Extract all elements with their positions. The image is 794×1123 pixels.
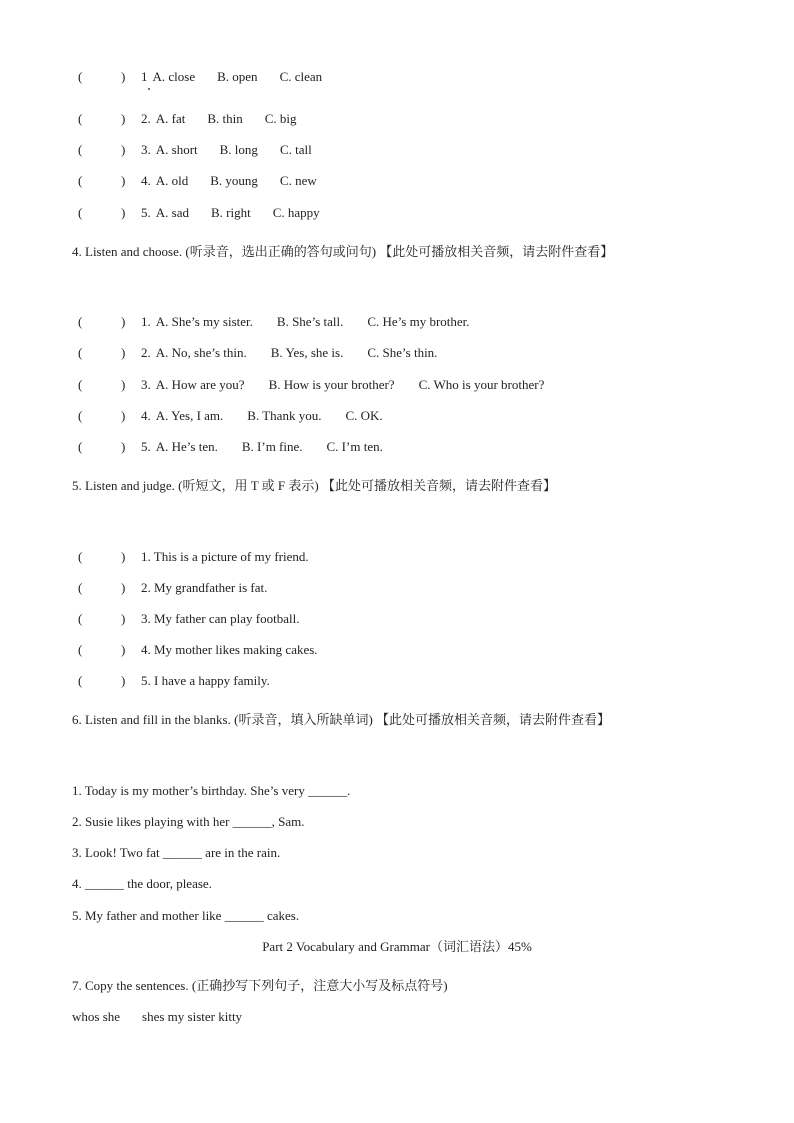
option-a: A. fat: [155, 111, 186, 126]
question-text: [141, 69, 322, 85]
option-a: A. How are you?: [155, 377, 245, 392]
item-number: 2.: [141, 111, 151, 126]
stray-dot: [148, 88, 150, 90]
section4-heading: 4. Listen and choose. (听录音，选出正确的答句或问句) 【此处可播放相关音频，请去附件查看】: [72, 244, 614, 259]
option-c: C. OK.: [345, 408, 383, 423]
part2-title: Part 2 Vocabulary and Grammar（词汇语法）45%: [262, 939, 532, 954]
option-c: C. tall: [279, 142, 312, 157]
question-text: [141, 642, 318, 658]
answer-paren-left: (: [78, 377, 83, 392]
question-text: [141, 173, 317, 189]
answer-paren-right: ): [121, 549, 126, 564]
answer-paren-right: ): [121, 111, 126, 126]
answer-paren-left: (: [78, 142, 83, 157]
fill-blank-4: 4. ______ the door, please.: [72, 876, 212, 891]
section6-heading: 6. Listen and fill in the blanks. (听录音，填入所缺单词) 【此处可播放相关音频，请去附件查看】: [72, 712, 611, 727]
answer-paren-left: (: [78, 69, 83, 84]
question-text: [141, 611, 299, 627]
question-text: [141, 142, 312, 158]
answer-paren-right: ): [121, 205, 126, 220]
answer-paren-right: ): [121, 345, 126, 360]
question-text: [141, 580, 267, 596]
option-b: B. Yes, she is.: [270, 345, 344, 360]
option-c: C. He’s my brother.: [367, 314, 470, 329]
option-c: C. big: [264, 111, 297, 126]
answer-paren-right: ): [121, 611, 126, 626]
answer-paren-left: (: [78, 611, 83, 626]
option-b: B. open: [217, 69, 258, 84]
question-text: [141, 111, 297, 127]
question-text: [141, 205, 320, 221]
answer-paren-right: ): [121, 69, 126, 84]
option-c: C. Who is your brother?: [418, 377, 545, 392]
statement: 5. I have a happy family.: [141, 673, 270, 688]
fill-blank-2: 2. Susie likes playing with her ______, Sam.: [72, 814, 305, 829]
option-c: C. I’m ten.: [326, 439, 383, 454]
option-a: A. old: [155, 173, 189, 188]
answer-paren-right: ): [121, 642, 126, 657]
answer-paren-left: (: [78, 408, 83, 423]
option-c: C. clean: [279, 69, 323, 84]
copy-sentence-b: shes my sister kitty: [142, 1009, 243, 1024]
question-text: [141, 408, 383, 424]
option-a: A. She’s my sister.: [155, 314, 253, 329]
answer-paren-left: (: [78, 314, 83, 329]
option-b: B. She’s tall.: [276, 314, 344, 329]
question-text: [141, 439, 383, 455]
question-text: [141, 673, 270, 689]
item-number: 5.: [141, 205, 151, 220]
section7-heading: 7. Copy the sentences. (正确抄写下列句子，注意大小写及标点符号): [72, 978, 448, 993]
question-text: [141, 549, 309, 565]
option-b: B. thin: [207, 111, 243, 126]
option-b: B. young: [210, 173, 258, 188]
answer-paren-left: (: [78, 205, 83, 220]
section5-heading: 5. Listen and judge. (听短文，用 T 或 F 表示) 【此处可播放相关音频，请去附件查看】: [72, 478, 556, 493]
fill-blank-5: 5. My father and mother like ______ cakes.: [72, 908, 300, 923]
statement: 4. My mother likes making cakes.: [141, 642, 318, 657]
option-b: B. How is your brother?: [268, 377, 395, 392]
item-number: 1.: [141, 314, 151, 329]
answer-paren-left: (: [78, 111, 83, 126]
answer-paren-right: ): [121, 377, 126, 392]
statement: 2. My grandfather is fat.: [141, 580, 268, 595]
answer-paren-left: (: [78, 439, 83, 454]
item-number: 4.: [141, 173, 151, 188]
option-a: A. close: [152, 69, 196, 84]
option-c: C. She’s thin.: [367, 345, 438, 360]
answer-paren-left: (: [78, 345, 83, 360]
option-b: B. right: [210, 205, 251, 220]
answer-paren-left: (: [78, 580, 83, 595]
fill-blank-3: 3. Look! Two fat ______ are in the rain.: [72, 845, 281, 860]
answer-paren-right: ): [121, 408, 126, 423]
answer-paren-right: ): [121, 439, 126, 454]
answer-paren-left: (: [78, 549, 83, 564]
option-c: C. new: [279, 173, 317, 188]
item-number: 1: [141, 69, 148, 84]
answer-paren-left: (: [78, 673, 83, 688]
option-a: A. He’s ten.: [155, 439, 218, 454]
statement: 1. This is a picture of my friend.: [141, 549, 309, 564]
question-text: [141, 345, 437, 361]
option-b: B. long: [219, 142, 258, 157]
copy-line-1: [72, 1009, 242, 1025]
item-number: 2.: [141, 345, 151, 360]
option-a: A. sad: [155, 205, 189, 220]
item-number: 3.: [141, 142, 151, 157]
item-number: 5.: [141, 439, 151, 454]
question-text: [141, 314, 470, 330]
answer-paren-right: ): [121, 142, 126, 157]
option-a: A. short: [155, 142, 198, 157]
answer-paren-left: (: [78, 642, 83, 657]
question-text: [141, 377, 544, 393]
answer-paren-right: ): [121, 580, 126, 595]
item-number: 3.: [141, 377, 151, 392]
statement: 3. My father can play football.: [141, 611, 300, 626]
option-b: B. I’m fine.: [241, 439, 303, 454]
fill-blank-1: 1. Today is my mother’s birthday. She’s very ______.: [72, 783, 351, 798]
option-a: A. Yes, I am.: [155, 408, 224, 423]
answer-paren-right: ): [121, 673, 126, 688]
option-a: A. No, she’s thin.: [155, 345, 247, 360]
option-b: B. Thank you.: [247, 408, 322, 423]
answer-paren-right: ): [121, 314, 126, 329]
answer-paren-right: ): [121, 173, 126, 188]
copy-sentence-a: whos she: [72, 1009, 121, 1024]
option-c: C. happy: [272, 205, 320, 220]
item-number: 4.: [141, 408, 151, 423]
answer-paren-left: (: [78, 173, 83, 188]
